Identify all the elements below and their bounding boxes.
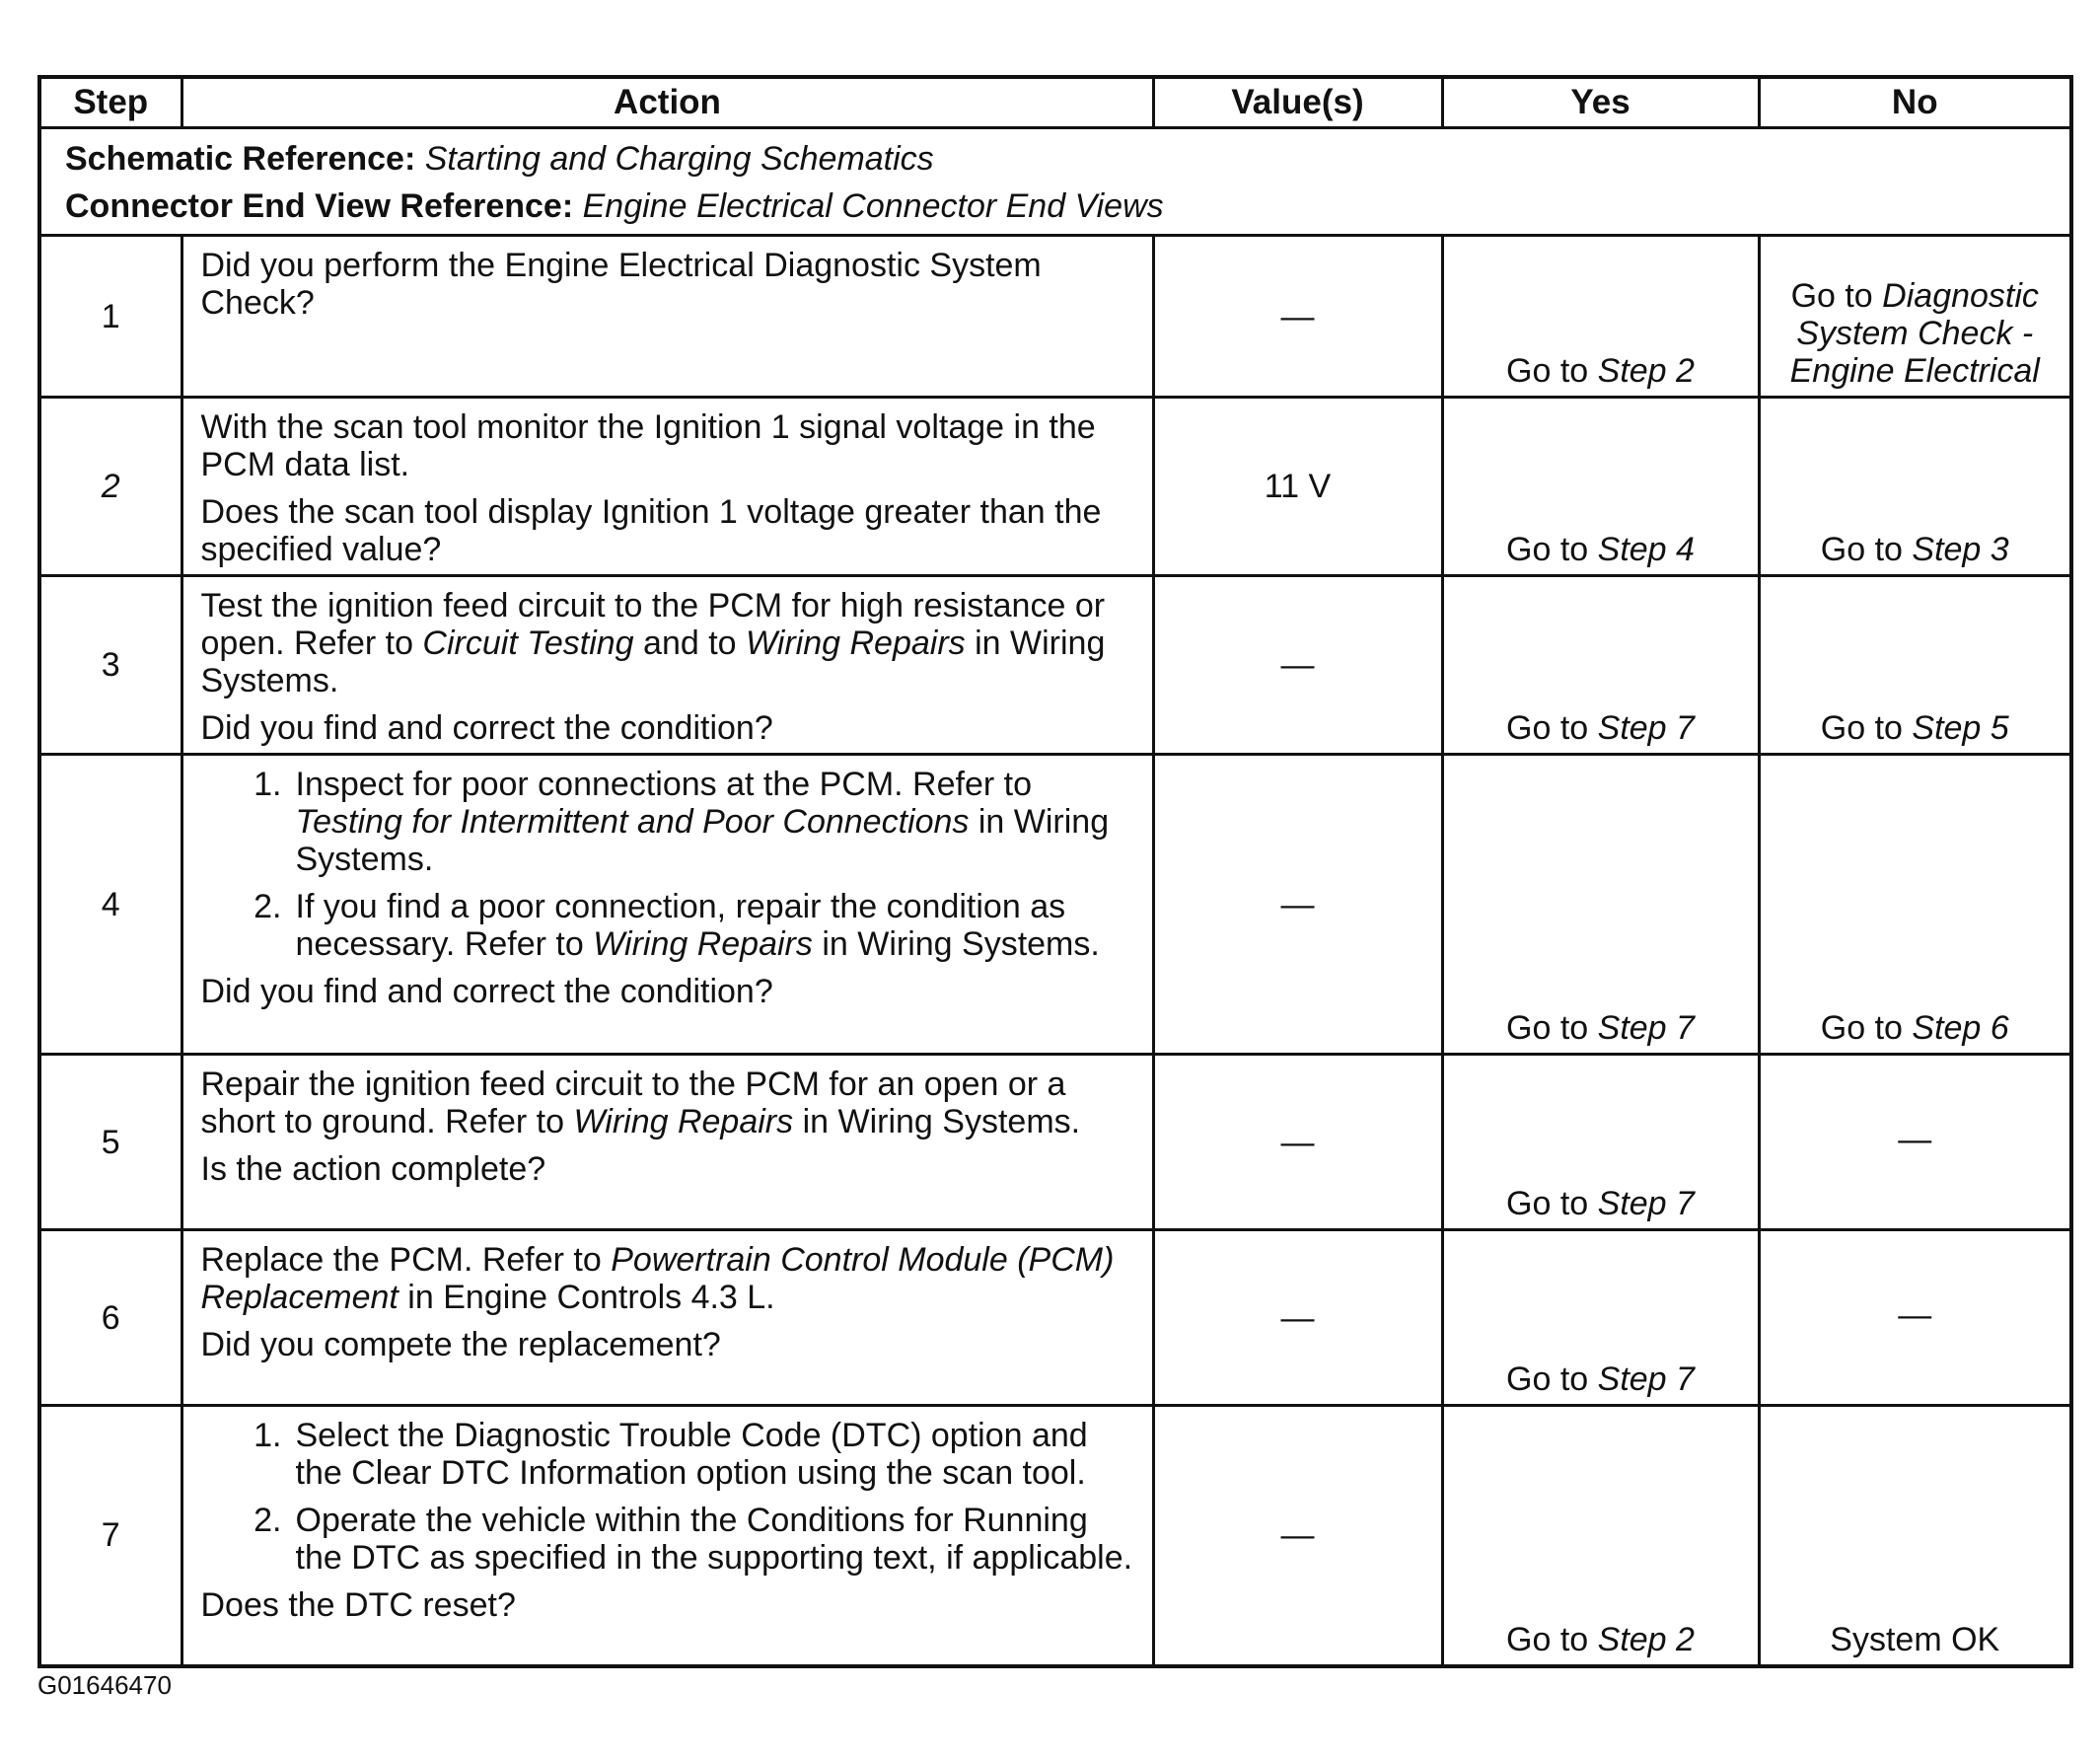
text-segment: Go to xyxy=(1506,1360,1598,1398)
schematic-reference-value: Starting and Charging Schematics xyxy=(424,140,934,178)
action-paragraph xyxy=(201,973,1134,1010)
list-item-number: 2. xyxy=(253,1502,282,1539)
step-number: 1 xyxy=(39,236,181,398)
yes-cell xyxy=(1442,1406,1759,1666)
no-cell xyxy=(1759,1406,2071,1666)
text-segment: Go to xyxy=(1820,709,1913,747)
text-segment: in Wiring Systems. xyxy=(200,624,1106,699)
text-segment: Repair the ignition feed circuit to the PCM for an open or a short to ground. Refer to xyxy=(200,1065,1066,1140)
text-segment: — xyxy=(1898,1295,1932,1334)
action-cell xyxy=(181,1230,1153,1406)
text-segment: Does the scan tool display Ignition 1 voltage greater than the specified value? xyxy=(200,493,1102,568)
connector-reference-label: Connector End View Reference: xyxy=(65,187,574,225)
action-paragraph xyxy=(201,1065,1134,1140)
step-row-4 xyxy=(39,755,2071,1055)
step-row-7 xyxy=(39,1406,2071,1666)
no-cell xyxy=(1759,755,2071,1055)
value-cell: — xyxy=(1153,1055,1442,1230)
text-segment: Inspect for poor connections at the PCM. Refer to xyxy=(295,766,1032,803)
text-segment: Select the Diagnostic Trouble Code (DTC) option and the Clear DTC Information option using the scan tool. xyxy=(295,1417,1088,1492)
schematic-reference xyxy=(65,135,2046,183)
yes-cell xyxy=(1442,576,1759,755)
step-row-6 xyxy=(39,1230,2071,1406)
action-list-item xyxy=(201,888,1134,963)
yes-cell xyxy=(1442,755,1759,1055)
yes-cell xyxy=(1442,398,1759,576)
text-segment: Go to xyxy=(1506,531,1598,568)
text-segment: Does the DTC reset? xyxy=(200,1586,516,1624)
no-cell xyxy=(1759,398,2071,576)
action-cell xyxy=(181,576,1153,755)
text-segment: in Wiring Systems. xyxy=(793,1103,1081,1140)
action-cell xyxy=(181,755,1153,1055)
italic-reference-text: Wiring Repairs xyxy=(573,1103,794,1140)
italic-reference-text: Step 6 xyxy=(1912,1009,2009,1047)
italic-reference-text: Step 7 xyxy=(1597,1009,1695,1047)
reference-cell xyxy=(39,128,2071,236)
text-segment: With the scan tool monitor the Ignition 1 signal voltage in the PCM data list. xyxy=(200,408,1096,483)
italic-reference-text: Step 7 xyxy=(1597,1185,1695,1222)
action-header: Action xyxy=(181,77,1153,128)
list-item-text xyxy=(296,766,1134,878)
action-paragraph xyxy=(201,1241,1134,1316)
list-item-number: 1. xyxy=(253,766,282,803)
text-segment: Replace the PCM. Refer to xyxy=(200,1241,612,1279)
connector-reference-value: Engine Electrical Connector End Views xyxy=(582,187,1164,225)
text-segment: in Wiring Systems. xyxy=(295,803,1110,878)
text-segment: System OK xyxy=(1830,1620,2000,1658)
no-cell xyxy=(1759,1055,2071,1230)
list-item-number: 1. xyxy=(253,1417,282,1454)
italic-reference-text: Powertrain Control Module (PCM) Replacement xyxy=(200,1241,1115,1316)
italic-reference-text: Step 7 xyxy=(1597,1360,1695,1398)
step-number: 3 xyxy=(39,576,181,755)
italic-reference-text: Circuit Testing xyxy=(422,624,634,662)
value-cell: — xyxy=(1153,576,1442,755)
text-segment: Go to xyxy=(1506,709,1598,747)
text-segment: If you find a poor connection, repair the condition as necessary. Refer to xyxy=(295,888,1066,963)
italic-reference-text: Step 2 xyxy=(1597,352,1695,390)
text-segment: Go to xyxy=(1820,531,1913,568)
text-segment: Go to xyxy=(1790,277,1883,315)
action-list xyxy=(201,1417,1134,1577)
italic-reference-text: Wiring Repairs xyxy=(593,925,813,963)
italic-reference-text: Step 5 xyxy=(1912,709,2009,747)
reference-row xyxy=(39,128,2071,236)
step-number: 2 xyxy=(39,398,181,576)
no-header: No xyxy=(1759,77,2071,128)
text-segment: Go to xyxy=(1506,1620,1598,1658)
no-cell xyxy=(1759,1230,2071,1406)
text-segment: in Wiring Systems. xyxy=(812,925,1100,963)
action-paragraph xyxy=(201,1586,1134,1624)
value-cell: — xyxy=(1153,1406,1442,1666)
italic-reference-text: Step 3 xyxy=(1912,531,2009,568)
action-cell xyxy=(181,1055,1153,1230)
text-segment: Did you compete the replacement? xyxy=(200,1326,721,1363)
no-cell xyxy=(1759,236,2071,398)
step-header: Step xyxy=(39,77,181,128)
action-paragraph xyxy=(201,587,1134,699)
value-cell: — xyxy=(1153,236,1442,398)
action-list-item xyxy=(201,766,1134,878)
italic-reference-text: Wiring Repairs xyxy=(746,624,966,662)
figure-id: G01646470 xyxy=(37,1670,172,1700)
step-row-1 xyxy=(39,236,2071,398)
yes-cell xyxy=(1442,1055,1759,1230)
italic-reference-text: Step 7 xyxy=(1597,709,1695,747)
list-item-text xyxy=(296,1417,1134,1492)
step-number: 4 xyxy=(39,755,181,1055)
connector-reference xyxy=(65,183,2046,230)
list-item-number: 2. xyxy=(253,888,282,925)
step-row-2 xyxy=(39,398,2071,576)
action-paragraph xyxy=(201,1150,1134,1188)
values-header: Value(s) xyxy=(1153,77,1442,128)
action-list-item xyxy=(201,1417,1134,1492)
header-row xyxy=(39,77,2071,128)
list-item-text xyxy=(296,888,1134,963)
action-cell xyxy=(181,236,1153,398)
yes-header: Yes xyxy=(1442,77,1759,128)
text-segment: Operate the vehicle within the Conditions for Running the DTC as specified in the supporting text, if applicable. xyxy=(295,1502,1133,1577)
italic-reference-text: Testing for Intermittent and Poor Connections xyxy=(295,803,970,841)
action-paragraph xyxy=(201,1326,1134,1363)
step-row-5 xyxy=(39,1055,2071,1230)
text-segment: Test the ignition feed circuit to the PCM for high resistance or open. Refer to xyxy=(200,587,1106,662)
action-list-item xyxy=(201,1502,1134,1577)
step-row-3 xyxy=(39,576,2071,755)
text-segment: Go to xyxy=(1506,1185,1598,1222)
yes-cell xyxy=(1442,236,1759,398)
step-number: 6 xyxy=(39,1230,181,1406)
text-segment: Go to xyxy=(1506,352,1598,390)
no-cell xyxy=(1759,576,2071,755)
action-cell xyxy=(181,398,1153,576)
action-paragraph xyxy=(201,709,1134,747)
action-paragraph xyxy=(201,408,1134,483)
text-segment: Did you perform the Engine Electrical Diagnostic System Check? xyxy=(200,247,1042,322)
text-segment: Did you find and correct the condition? xyxy=(200,709,773,747)
text-segment: — xyxy=(1898,1120,1932,1158)
value-cell: — xyxy=(1153,1230,1442,1406)
italic-reference-text: Diagnostic System Check - Engine Electrical xyxy=(1789,277,2040,390)
text-segment: and to xyxy=(633,624,747,662)
action-list xyxy=(201,766,1134,963)
action-paragraph xyxy=(201,493,1134,568)
italic-reference-text: Step 4 xyxy=(1597,531,1695,568)
italic-reference-text: Step 2 xyxy=(1597,1620,1695,1658)
action-cell xyxy=(181,1406,1153,1666)
value-cell: 11 V xyxy=(1153,398,1442,576)
text-segment: Go to xyxy=(1506,1009,1598,1047)
text-segment: in Engine Controls 4.3 L. xyxy=(398,1279,775,1316)
text-segment: Did you find and correct the condition? xyxy=(200,973,773,1010)
text-segment: Go to xyxy=(1820,1009,1913,1047)
value-cell: — xyxy=(1153,755,1442,1055)
yes-cell xyxy=(1442,1230,1759,1406)
step-number: 7 xyxy=(39,1406,181,1666)
action-paragraph xyxy=(201,247,1134,322)
diagnostic-table xyxy=(37,75,2073,1668)
text-segment: Is the action complete? xyxy=(200,1150,546,1188)
list-item-text xyxy=(296,1502,1134,1577)
step-number: 5 xyxy=(39,1055,181,1230)
schematic-reference-label: Schematic Reference: xyxy=(65,140,416,178)
